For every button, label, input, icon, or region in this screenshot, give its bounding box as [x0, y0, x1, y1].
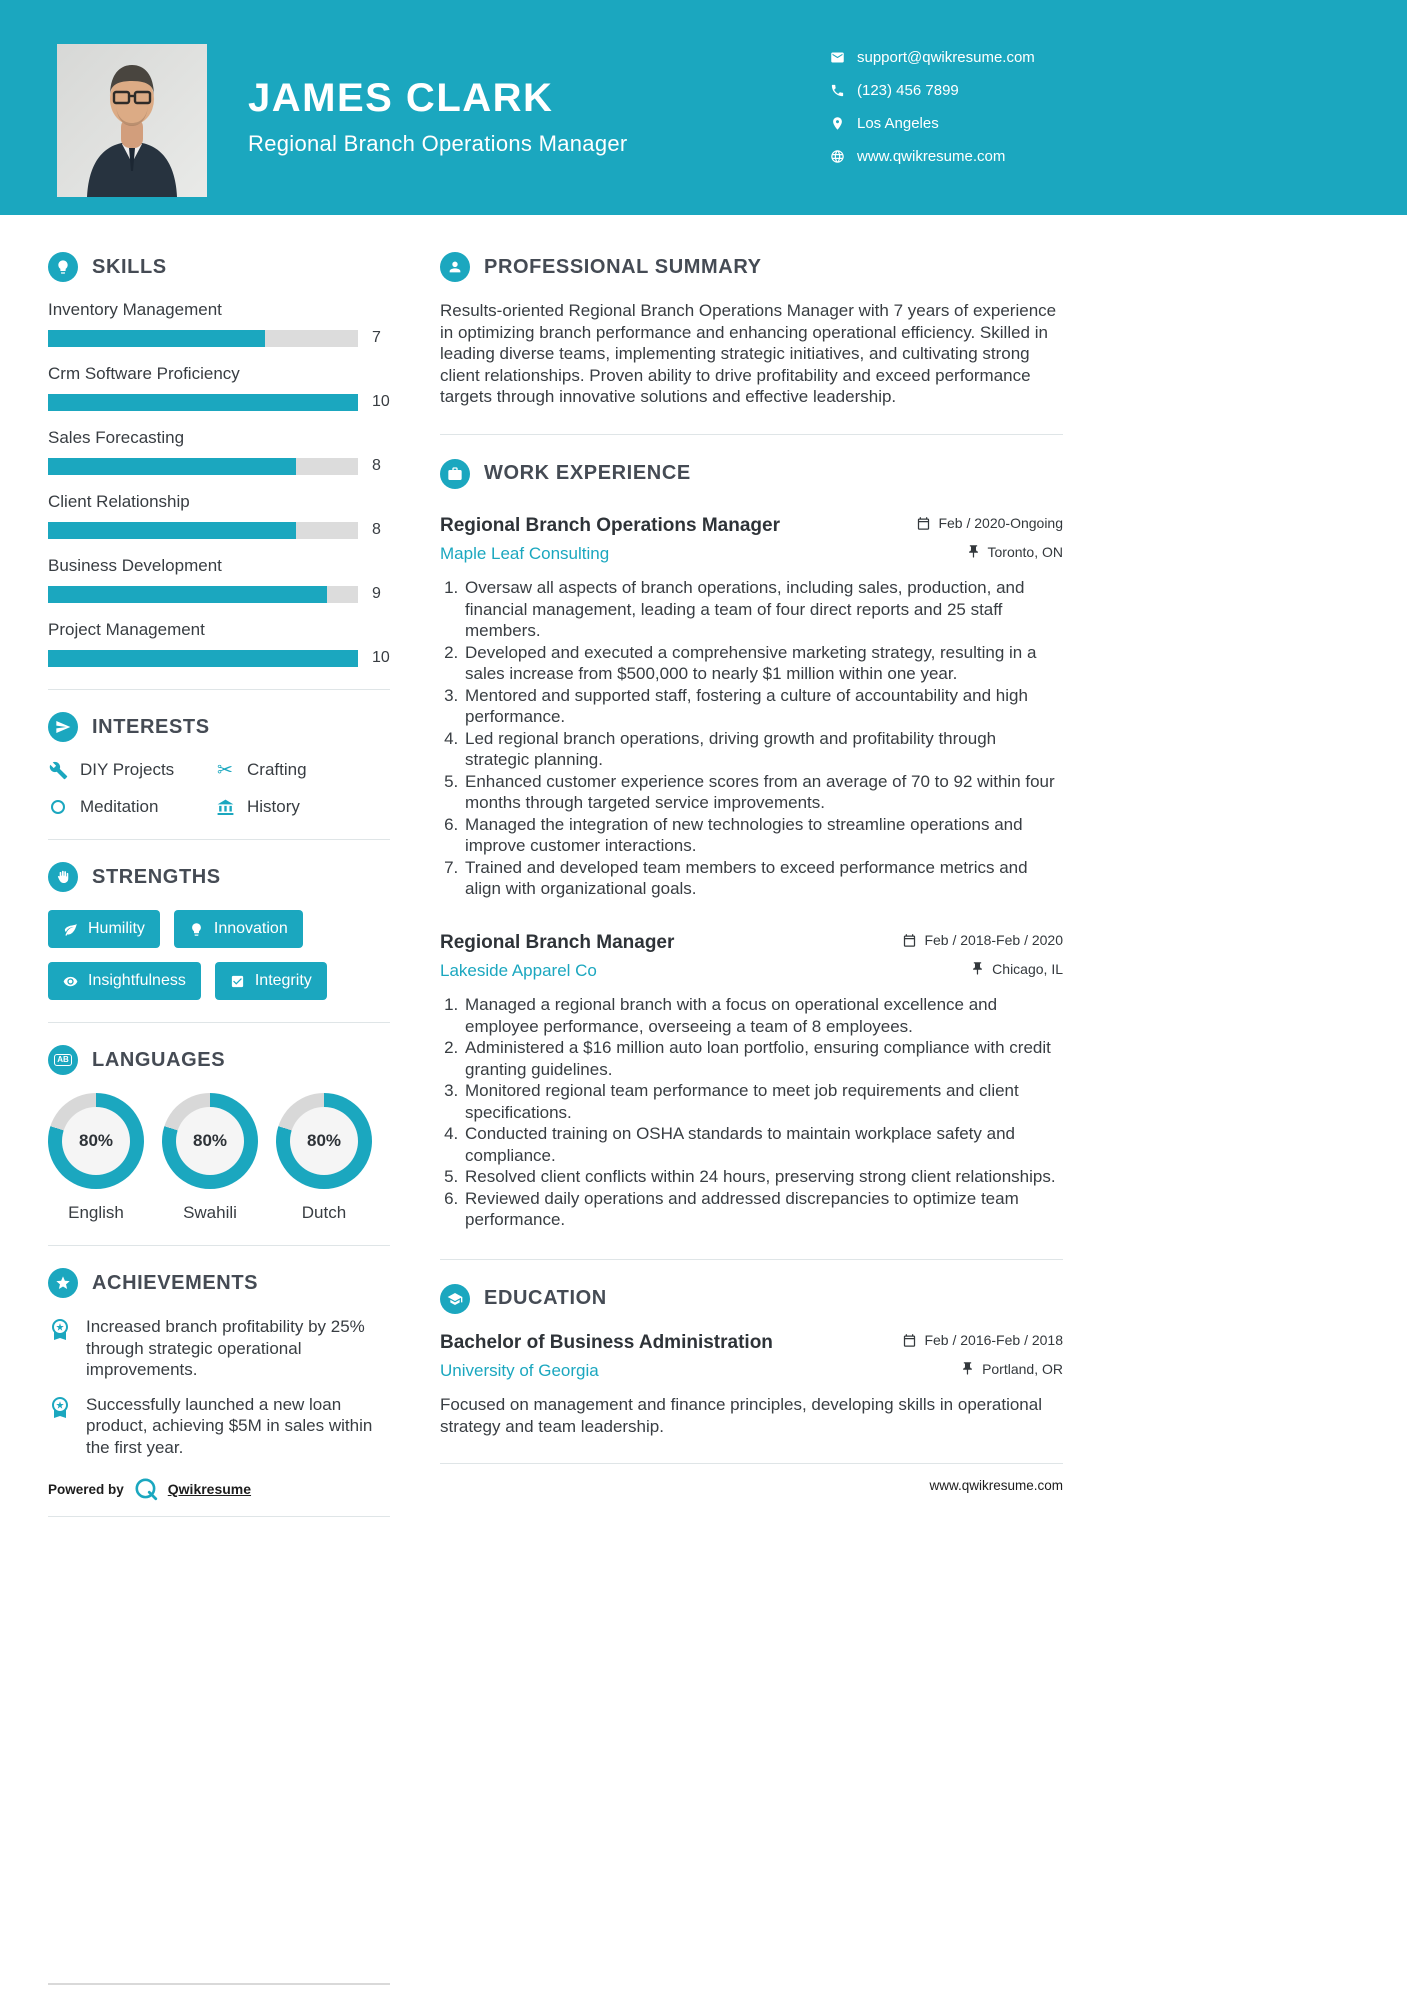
- medal-icon: [48, 1394, 72, 1459]
- experience-section: [440, 459, 1063, 1231]
- language-donut: [162, 1093, 258, 1189]
- graduation-cap-icon: [440, 1284, 470, 1314]
- achievements-heading: ACHIEVEMENTS: [92, 1271, 259, 1294]
- language-percent: 80%: [306, 1131, 342, 1150]
- job-location: Chicago, IL: [970, 961, 1063, 977]
- medal-icon: [48, 1316, 72, 1381]
- achievement-text: Increased branch profitability by 25% through strategic operational improvements.: [86, 1317, 365, 1379]
- job-bullet: 3. Mentored and supported staff, fostering a culture of accountability and high performance.: [463, 685, 1063, 728]
- language-item: [276, 1093, 372, 1223]
- strengths-section: [48, 862, 390, 1000]
- contact-email-text: support@qwikresume.com: [857, 49, 1035, 66]
- strength-pill: [48, 910, 160, 948]
- powered-by-label: Powered by: [48, 1481, 124, 1497]
- skill-bar: [48, 458, 358, 475]
- bulb-icon: [48, 252, 78, 282]
- job-bullet: 6. Managed the integration of new technologies to streamline operations and improve customer interactions.: [463, 814, 1063, 857]
- contact-list: [830, 41, 1035, 173]
- strengths-header: [48, 862, 390, 892]
- language-percent: 80%: [78, 1131, 114, 1150]
- interest-item: [215, 760, 390, 780]
- strength-label: Integrity: [254, 972, 312, 989]
- contact-location-text: Los Angeles: [857, 115, 939, 132]
- language-label: Dutch: [301, 1203, 347, 1222]
- contact-email[interactable]: [830, 41, 1035, 74]
- skill-value: 8: [372, 457, 381, 474]
- phone-icon: [830, 83, 845, 98]
- interest-item: [48, 797, 215, 817]
- skill-bar: [48, 394, 358, 411]
- education-heading: EDUCATION: [484, 1287, 607, 1309]
- candidate-name: JAMES CLARK: [248, 76, 554, 120]
- job-title: Regional Branch Operations Manager: [440, 514, 780, 536]
- languages-section: [48, 1045, 390, 1223]
- job-title: Regional Branch Manager: [440, 931, 675, 953]
- pushpin-icon: [960, 1361, 975, 1376]
- job-bullet-list: [440, 577, 1063, 900]
- education-text: Focused on management and finance principles, developing skills in operational strategy and team leadership.: [440, 1395, 1042, 1436]
- divider: [440, 1259, 1063, 1260]
- language-percent: 80%: [192, 1131, 228, 1150]
- strength-label: Innovation: [213, 920, 288, 937]
- experience-heading: WORK EXPERIENCE: [484, 462, 691, 484]
- interest-item: [48, 760, 215, 780]
- avatar-illustration: [57, 44, 207, 197]
- leaf-icon: [63, 922, 78, 937]
- job-entry: [440, 932, 1063, 1231]
- circle-icon: [48, 797, 68, 817]
- envelope-icon: [830, 50, 845, 65]
- skills-section: [48, 252, 390, 667]
- qwikresume-logo-icon: [133, 1476, 159, 1502]
- star-icon: [48, 1268, 78, 1298]
- job-bullet: 2. Administered a $16 million auto loan portfolio, ensuring compliance with credit granting guidelines.: [463, 1037, 1063, 1080]
- right-column: [440, 252, 1063, 1493]
- achievement-item: [48, 1394, 390, 1459]
- language-item: [162, 1093, 258, 1223]
- interests-section: [48, 712, 390, 817]
- company-name: Maple Leaf Consulting: [440, 544, 610, 563]
- location-icon: [830, 116, 845, 131]
- skill-value: 10: [372, 649, 390, 666]
- skills-header: [48, 252, 390, 282]
- strength-label: Insightfulness: [88, 972, 186, 989]
- paper-plane-icon: [48, 712, 78, 742]
- strengths-heading: STRENGTHS: [92, 865, 221, 888]
- wrench-icon: [48, 760, 68, 780]
- skill-item: Business Development 9: [48, 556, 381, 602]
- skill-item: Client Relationship 8: [48, 492, 381, 538]
- summary-header: [440, 252, 1063, 282]
- skill-item: Crm Software Proficiency 10: [48, 364, 390, 410]
- education-entry: [440, 1332, 1063, 1438]
- job-bullet: 1. Oversaw all aspects of branch operations, including sales, production, and financial management, leading a team of four direct reports and 25 staff members.: [463, 577, 1063, 642]
- skill-item: Project Management 10: [48, 620, 390, 666]
- divider: [48, 689, 390, 690]
- museum-icon: [215, 797, 235, 817]
- language-label: English: [68, 1203, 124, 1222]
- language-label: Swahili: [183, 1203, 237, 1222]
- summary-heading: PROFESSIONAL SUMMARY: [484, 255, 762, 278]
- interest-item: [215, 797, 390, 817]
- divider: [440, 434, 1063, 435]
- job-dates: Feb / 2018-Feb / 2020: [902, 932, 1063, 948]
- job-bullet: 5. Resolved client conflicts within 24 hours, preserving strong client relationships.: [463, 1166, 1063, 1188]
- job-bullet: 6. Reviewed daily operations and addressed discrepancies to optimize team performance.: [463, 1188, 1063, 1231]
- company-name: Lakeside Apparel Co: [440, 961, 597, 980]
- education-header: [440, 1284, 1063, 1314]
- language-donut: [276, 1093, 372, 1189]
- school-name: University of Georgia: [440, 1361, 599, 1380]
- language-donut: [48, 1093, 144, 1189]
- job-location: Toronto, ON: [966, 544, 1063, 560]
- interest-label: History: [247, 797, 300, 816]
- summary-text: Results-oriented Regional Branch Operations Manager with 7 years of experience in optimizing branch performance and enhancing operational efficiency. Skilled in leading diverse teams, implementing strategic initiatives, and cultivating strong client relationships. Proven ability to drive profitability and exceed performance targets through innovative solutions and effective leadership.: [440, 301, 1057, 406]
- hand-icon: [48, 862, 78, 892]
- languages-heading: LANGUAGES: [92, 1048, 226, 1071]
- skill-value: 9: [372, 585, 381, 602]
- globe-icon: [830, 149, 845, 164]
- interest-label: Crafting: [247, 760, 307, 779]
- job-entry: [440, 515, 1063, 900]
- job-bullet-list: [440, 994, 1063, 1231]
- job-bullet: 7. Trained and developed team members to exceed performance metrics and align with organizational goals.: [463, 857, 1063, 900]
- page-break-line: [48, 1983, 390, 1985]
- skill-bar: [48, 650, 358, 667]
- job-bullet: 1. Managed a regional branch with a focus on operational excellence and employee performance, overseeing a team of 8 employees.: [463, 994, 1063, 1037]
- divider: [48, 1516, 390, 1517]
- skill-value: 8: [372, 521, 381, 538]
- candidate-job-title: Regional Branch Operations Manager: [248, 131, 628, 156]
- briefcase-icon: [440, 459, 470, 489]
- divider: [48, 839, 390, 840]
- interest-label: Meditation: [80, 797, 159, 816]
- education-section: [440, 1284, 1063, 1438]
- calendar-icon: [902, 933, 917, 948]
- pushpin-icon: [966, 544, 981, 559]
- skills-heading: SKILLS: [92, 255, 167, 278]
- scissors-icon: ✂: [217, 759, 233, 781]
- achievements-header: [48, 1268, 390, 1298]
- divider: [440, 1463, 1063, 1464]
- job-bullet: 4. Led regional branch operations, driving growth and profitability through strategic planning.: [463, 728, 1063, 771]
- header-band: [0, 0, 1407, 215]
- job-bullet: 5. Enhanced customer experience scores from an average of 70 to 92 within four months through targeted service improvements.: [463, 771, 1063, 814]
- skill-bar: [48, 330, 358, 347]
- strength-pill: [174, 910, 303, 948]
- education-location: Portland, OR: [960, 1361, 1063, 1377]
- job-dates: Feb / 2020-Ongoing: [916, 515, 1063, 531]
- interest-label: DIY Projects: [80, 760, 175, 779]
- footer-site-url[interactable]: www.qwikresume.com: [929, 1478, 1063, 1493]
- ab-icon: AB: [48, 1045, 78, 1075]
- education-dates: Feb / 2016-Feb / 2018: [902, 1332, 1063, 1348]
- interests-heading: INTERESTS: [92, 715, 210, 738]
- achievement-text: Successfully launched a new loan product, achieving $5M in sales within the first year.: [86, 1394, 373, 1457]
- bulb-icon: [189, 922, 204, 937]
- summary-section: [440, 252, 1063, 408]
- divider: [48, 1245, 390, 1246]
- pushpin-icon: [970, 961, 985, 976]
- languages-header: [48, 1045, 390, 1075]
- strength-pill: [48, 962, 201, 1000]
- qwikresume-link[interactable]: Qwikresume: [167, 1481, 252, 1497]
- skill-value: 7: [372, 329, 381, 346]
- contact-phone: [830, 74, 1035, 107]
- powered-by-row: [48, 1476, 390, 1502]
- contact-phone-text: (123) 456 7899: [857, 82, 959, 99]
- skill-item: Sales Forecasting 8: [48, 428, 381, 474]
- strength-label: Humility: [88, 920, 145, 937]
- skill-item: Inventory Management 7: [48, 300, 381, 346]
- skill-bar: [48, 522, 358, 539]
- checkbox-icon: [230, 974, 245, 989]
- interests-header: [48, 712, 390, 742]
- achievements-section: [48, 1268, 390, 1458]
- calendar-icon: [902, 1333, 917, 1348]
- left-column: [48, 252, 390, 1539]
- language-item: [48, 1093, 144, 1223]
- degree-title: Bachelor of Business Administration: [440, 1331, 773, 1353]
- job-bullet: 4. Conducted training on OSHA standards to maintain workplace safety and compliance.: [463, 1123, 1063, 1166]
- contact-website[interactable]: [830, 140, 1035, 173]
- achievement-item: [48, 1316, 390, 1381]
- strength-pill: [215, 962, 327, 1000]
- contact-location: [830, 107, 1035, 140]
- job-bullet: 2. Developed and executed a comprehensive marketing strategy, resulting in a sales increase from $500,000 to nearly $1 million within one year.: [463, 642, 1063, 685]
- experience-header: [440, 459, 1063, 489]
- divider: [48, 1022, 390, 1023]
- profile-photo: [57, 44, 207, 197]
- identity-block: [248, 76, 628, 157]
- calendar-icon: [916, 516, 931, 531]
- skill-value: 10: [372, 393, 390, 410]
- contact-website-text: www.qwikresume.com: [857, 148, 1006, 165]
- skill-bar: [48, 586, 358, 603]
- job-bullet: 3. Monitored regional team performance to meet job requirements and client specifications.: [463, 1080, 1063, 1123]
- user-icon: [440, 252, 470, 282]
- eye-icon: [63, 974, 78, 989]
